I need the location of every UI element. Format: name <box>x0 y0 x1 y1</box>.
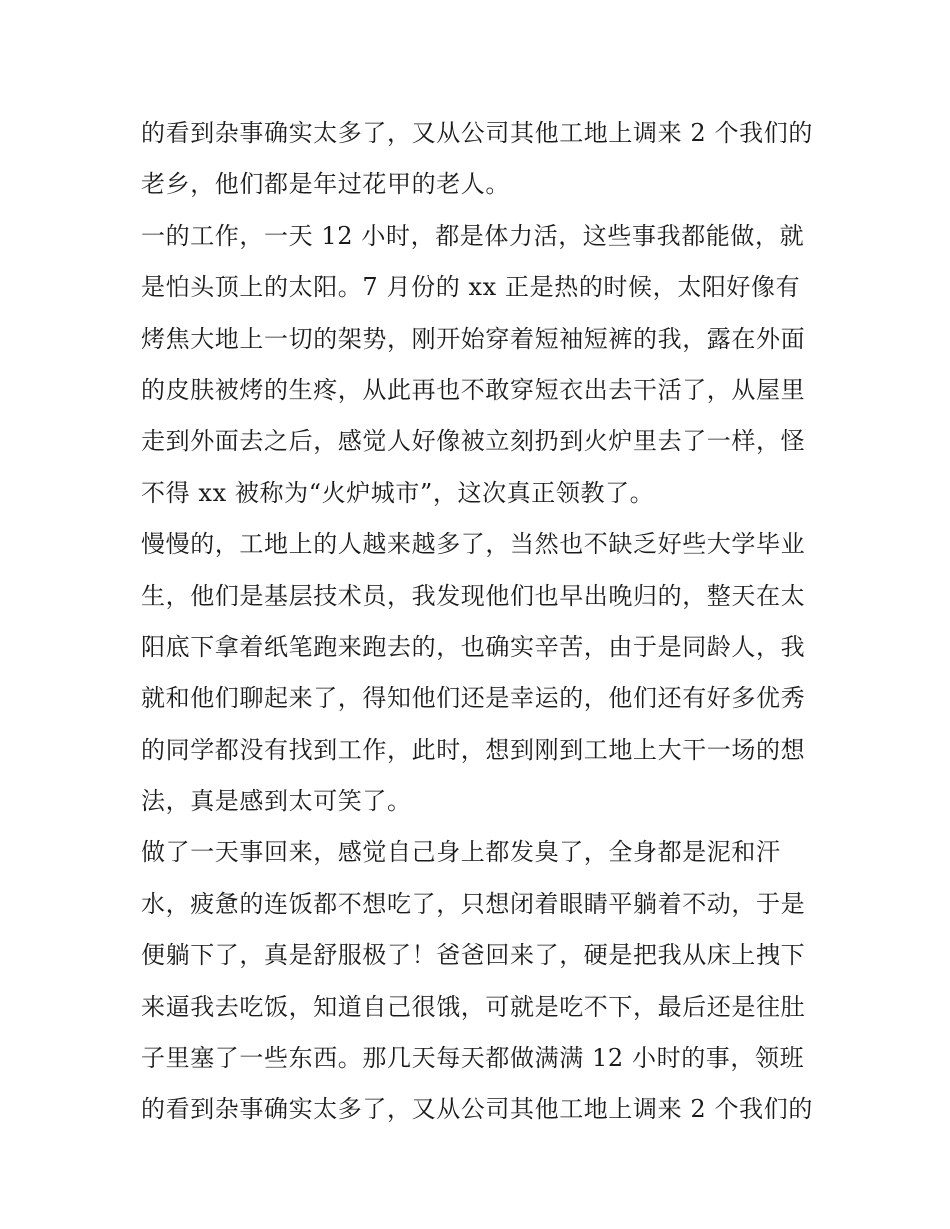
text-line: 就和他们聊起来了，得知他们还是幸运的，他们还有好多优秀 <box>141 684 806 713</box>
text-line: 水，疲惫的连饭都不想吃了，只想闭着眼睛平躺着不动，于是 <box>141 889 806 918</box>
text-line: 法，真是感到太可笑了。 <box>141 787 412 816</box>
text-line: 一的工作，一天 12 小时，都是体力活，这些事我都能做，就 <box>141 221 805 250</box>
text-line: 老乡，他们都是年过花甲的老人。 <box>141 170 510 199</box>
document-body <box>141 108 821 1136</box>
text-line: 阳底下拿着纸笔跑来跑去的，也确实辛苦，由于是同龄人，我 <box>141 632 806 661</box>
text-line: 烤焦大地上一切的架势，刚开始穿着短袖短裤的我，露在外面 <box>141 324 806 353</box>
text-line: 便躺下了，真是舒服极了！爸爸回来了，硬是把我从床上拽下 <box>141 941 806 970</box>
text-line: 是怕头顶上的太阳。7 月份的 xx 正是热的时候，太阳好像有 <box>141 273 801 302</box>
text-line: 的同学都没有找到工作，此时，想到刚到工地上大干一场的想 <box>141 735 806 764</box>
text-line: 做了一天事回来，感觉自己身上都发臭了，全身都是泥和汗 <box>141 838 781 867</box>
text-line: 的看到杂事确实太多了，又从公司其他工地上调来 2 个我们的 <box>141 1095 813 1124</box>
text-line: 走到外面去之后，感觉人好像被立刻扔到火炉里去了一样，怪 <box>141 427 806 456</box>
text-line: 不得 xx 被称为“火炉城市”，这次真正领教了。 <box>141 478 655 507</box>
text-line: 的看到杂事确实太多了，又从公司其他工地上调来 2 个我们的 <box>141 119 813 147</box>
text-line: 慢慢的，工地上的人越来越多了，当然也不缺乏好些大学毕业 <box>141 530 806 559</box>
text-line: 生，他们是基层技术员，我发现他们也早出晚归的，整天在太 <box>141 581 806 610</box>
text-line: 来逼我去吃饭，知道自己很饿，可就是吃不下，最后还是往肚 <box>141 992 806 1021</box>
text-line: 子里塞了一些东西。那几天每天都做满满 12 小时的事，领班 <box>141 1044 805 1073</box>
text-line: 的皮肤被烤的生疼，从此再也不敢穿短衣出去干活了，从屋里 <box>141 375 806 404</box>
